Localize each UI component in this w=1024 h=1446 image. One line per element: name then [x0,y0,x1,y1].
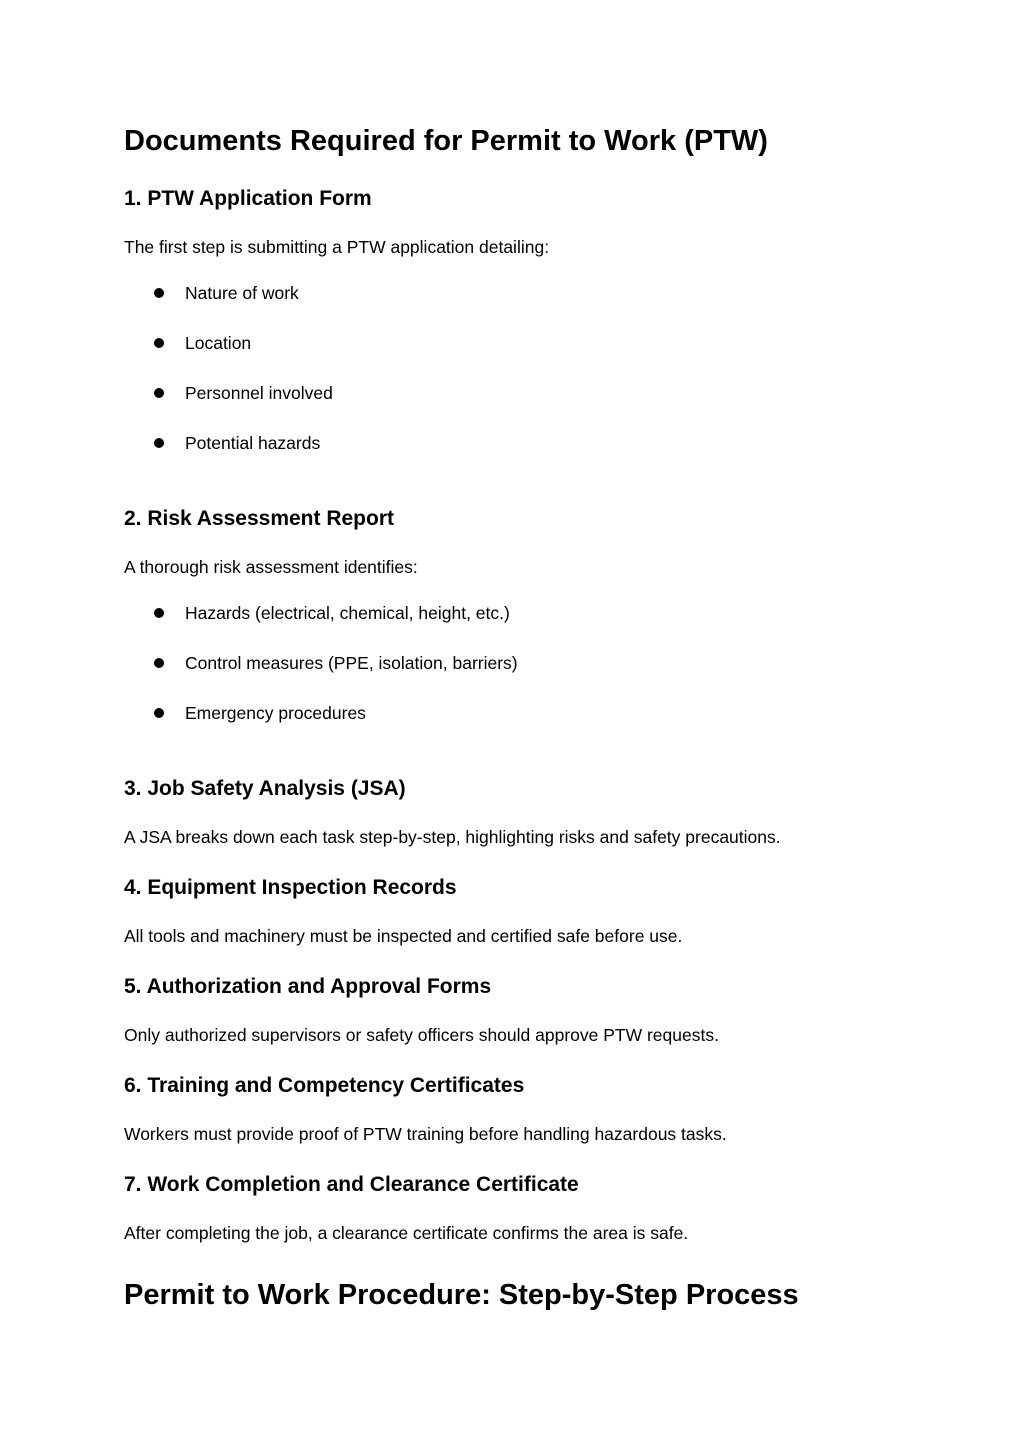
section-heading-authorization: 5. Authorization and Approval Forms [124,975,492,998]
list-item-text: Hazards (electrical, chemical, height, etc.) [185,603,510,623]
list-item-text: Control measures (PPE, isolation, barriers) [185,653,518,673]
list-item-text: Location [185,333,252,353]
bullet-icon [154,388,164,398]
bullet-icon [154,338,164,348]
bullet-icon [154,288,164,298]
list-item-text: Nature of work [185,283,299,303]
bullet-icon [154,438,164,448]
section-text-work-completion: After completing the job, a clearance certificate confirms the area is safe. [124,1223,689,1243]
bullet-icon [154,608,164,618]
section-text-ptw-application: The first step is submitting a PTW application detailing: [124,237,550,257]
section-text-job-safety-analysis: A JSA breaks down each task step-by-step, highlighting risks and safety precautions. [124,827,781,847]
bullet-icon [154,708,164,718]
list-item-text: Potential hazards [185,433,321,453]
section-text-training: Workers must provide proof of PTW training before handling hazardous tasks. [124,1124,727,1144]
section-heading-work-completion: 7. Work Completion and Clearance Certificate [124,1173,579,1196]
section-heading-job-safety-analysis: 3. Job Safety Analysis (JSA) [124,777,406,800]
section-heading-ptw-application: 1. PTW Application Form [124,187,372,210]
section-text-equipment-inspection: All tools and machinery must be inspected and certified safe before use. [124,926,683,946]
procedure-heading: Permit to Work Procedure: Step-by-Step Process [124,1279,799,1311]
section-text-risk-assessment: A thorough risk assessment identifies: [124,557,418,577]
section-text-authorization: Only authorized supervisors or safety officers should approve PTW requests. [124,1025,719,1045]
bullet-icon [154,658,164,668]
section-heading-risk-assessment: 2. Risk Assessment Report [124,507,394,530]
list-item-text: Emergency procedures [185,703,366,723]
list-item-text: Personnel involved [185,383,333,403]
section-heading-equipment-inspection: 4. Equipment Inspection Records [124,876,457,899]
section-heading-training: 6. Training and Competency Certificates [124,1074,525,1097]
page-title: Documents Required for Permit to Work (PTW) [124,125,768,157]
